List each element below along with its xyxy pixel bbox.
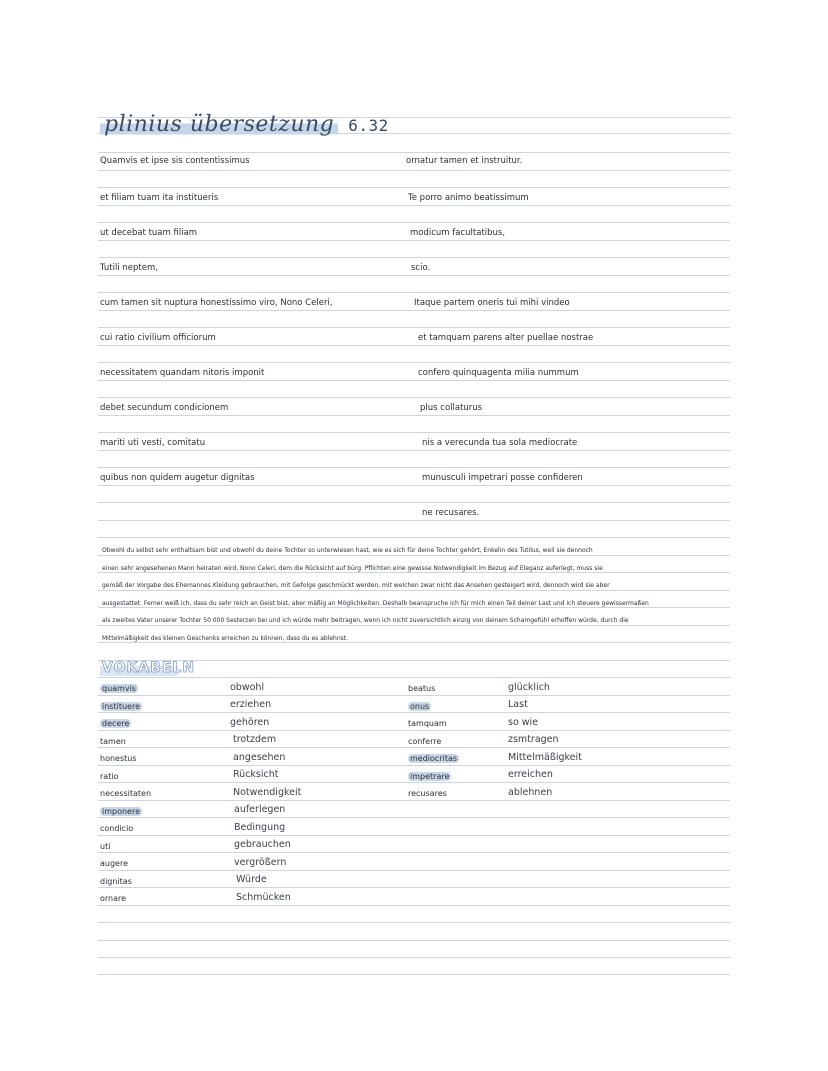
vocab-latin: ornare: [100, 894, 127, 903]
vocab-german: Würde: [236, 874, 267, 885]
vocab-german: gebrauchen: [234, 839, 291, 850]
translation-line: ausgestattet. Ferner weiß ich, dass du sehr reich an Geist bist, aber mäßig an Möglichkeiten. Deshalb beanspruche ich für mich einen Teil deiner Last und ich steuere gewissermaßen: [102, 599, 649, 607]
vocab-latin: decere: [102, 719, 130, 728]
latin-line: Tutili neptem,: [100, 263, 158, 273]
latin-line: munusculi impetrari posse confideren: [422, 473, 583, 483]
vocab-german: so wie: [508, 717, 539, 728]
vocab-german: Notwendigkeit: [233, 787, 302, 798]
latin-line: ornatur tamen et instruitur.: [406, 156, 523, 166]
latin-line: plus collaturus: [420, 403, 483, 413]
latin-line: ut decebat tuam filiam: [100, 228, 198, 238]
latin-line: et tamquam parens alter puellae nostrae: [418, 333, 594, 343]
latin-line: confero quinquagenta milia nummum: [418, 368, 579, 378]
vocab-latin: dignitas: [100, 877, 132, 886]
latin-line: debet secundum condicionem: [100, 403, 229, 413]
vocab-german: angesehen: [233, 752, 286, 763]
latin-line: et filiam tuam ita institueris: [100, 193, 219, 203]
latin-line: necessitatem quandam nitoris imponit: [100, 368, 265, 378]
vocab-german: ablehnen: [508, 787, 553, 798]
vocab-german: trotzdem: [233, 734, 277, 745]
vocab-german: Rücksicht: [233, 769, 279, 780]
vocab-latin: onus: [410, 702, 430, 711]
translation-line: als zweites Vater unserer Tochter 50 000 Sesterzen bei und ich würde mehr beitragen, wenn ich nicht zuversichtlich einzig von deinem Schamgefühl erhoffen würde, durch die: [102, 617, 629, 625]
vocab-latin: impetrare: [410, 772, 450, 781]
title-number: 6.32: [348, 116, 389, 135]
vocab-german: zsmtragen: [508, 734, 559, 745]
vocab-latin: instituere: [102, 702, 140, 711]
vocab-latin: necessitaten: [100, 789, 152, 798]
vocab-latin: imponere: [102, 807, 141, 816]
vocab-german: Bedingung: [234, 822, 286, 833]
latin-line: nis a verecunda tua sola mediocrate: [422, 438, 578, 448]
translation-paragraph: [102, 542, 718, 648]
latin-line: Itaque partem oneris tui mihi vindeo: [414, 298, 570, 308]
latin-line: Te porro animo beatissimum: [408, 193, 529, 203]
vocab-german: obwohl: [230, 682, 265, 693]
vocab-latin: quamvis: [102, 684, 136, 693]
latin-line: quibus non quidem augetur dignitas: [100, 473, 255, 483]
latin-line: mariti uti vesti, comitatu: [100, 438, 206, 448]
vocab-german: Last: [508, 699, 528, 710]
vocab-german: gehören: [230, 717, 270, 728]
vocab-latin: honestus: [100, 754, 137, 763]
vocab-latin: uti: [100, 842, 111, 851]
latin-line: ne recusares.: [422, 508, 480, 518]
translation-line: Obwohl du selbst sehr enthaltsam bist und obwohl du deine Tochter so unterwiesen hast, wie es sich für deine Tochter gehört, Enkelin des Tutilus, weil sie dennoch: [102, 547, 593, 554]
vocab-german: erreichen: [508, 769, 553, 780]
latin-line: scio.: [411, 263, 431, 273]
latin-line: cum tamen sit nuptura honestissimo viro, Nono Celeri,: [100, 298, 333, 308]
title-text: plinius übersetzung: [100, 112, 338, 137]
vocab-german: auferlegen: [234, 804, 286, 815]
vocab-german: glücklich: [508, 682, 550, 693]
vocab-latin: tamen: [100, 737, 126, 746]
vocab-german: erziehen: [230, 699, 272, 710]
vocab-latin: augere: [100, 859, 129, 868]
vocab-latin: condicio: [100, 824, 134, 833]
vocab-german: Mittelmäßigkeit: [508, 752, 582, 763]
vocab-german: vergrößern: [234, 857, 287, 868]
vocab-latin: tamquam: [408, 719, 447, 728]
latin-line: cui ratio civilium officiorum: [100, 333, 216, 343]
latin-line: Quamvis et ipse sis contentissimus: [100, 156, 250, 166]
translation-line: gemäß der Vorgabe des Ehemannes Kleidung gebrauchen, mit Gefolge geschmückt werden, mit welchen zwar nicht das Ansehen gesteigert wird, dennoch wird sie aber: [102, 582, 610, 590]
vocab-latin: beatus: [408, 684, 436, 693]
vocab-latin: ratio: [100, 772, 119, 781]
vocab-latin: recusares: [408, 789, 447, 798]
latin-line: modicum facultatibus,: [410, 228, 506, 238]
vocab-german: Schmücken: [236, 892, 291, 903]
vocab-heading: VOKABELN: [102, 660, 196, 676]
vocab-latin: conferre: [408, 737, 442, 746]
page-title: [100, 112, 389, 137]
translation-line: Mittelmäßigkeit des kleinen Geschenks erreichen zu können, dass du es ablehnst.: [102, 634, 349, 642]
vocab-latin: mediocritas: [410, 754, 458, 763]
translation-line: einen sehr angesehenen Mann heiraten wird, Nono Celeri, dem die Rücksicht auf bürg. Pflichten eine gewisse Notwendigkeit im Bezug auf Eleganz auferlegt, muss sie: [102, 564, 603, 572]
